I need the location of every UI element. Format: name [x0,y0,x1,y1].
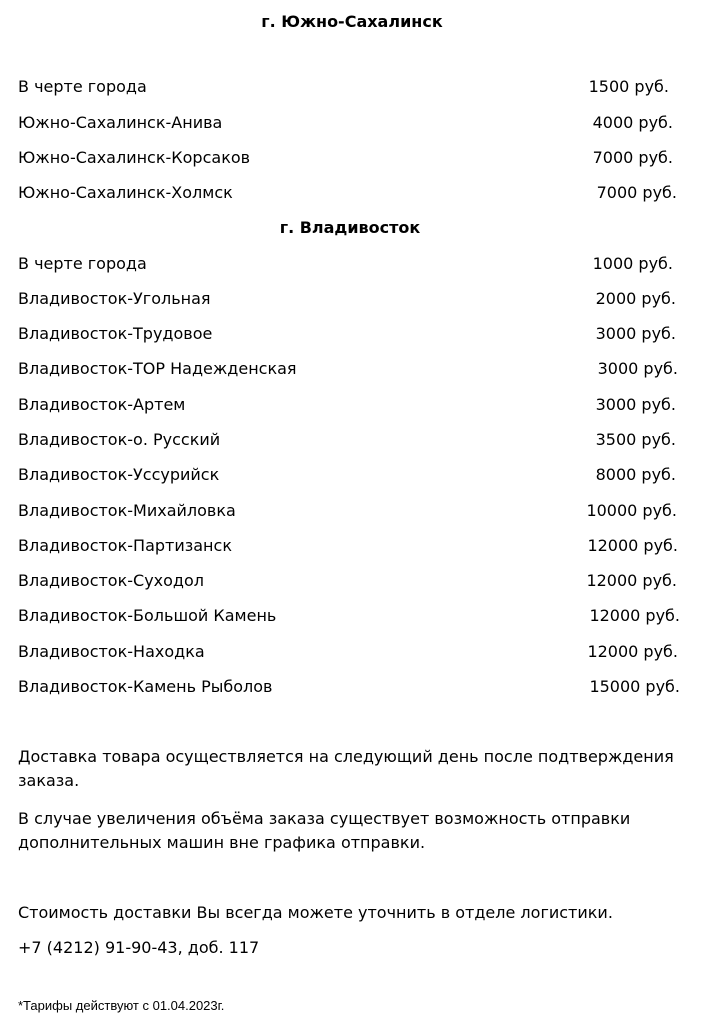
tariff-route: Владивосток-Камень Рыболов [18,677,273,696]
tariff-row [18,429,680,451]
tariff-price: 12000 руб. [586,571,677,590]
tariff-route: Владивосток-Артем [18,395,186,414]
tariff-price: 7000 руб. [592,148,673,167]
heading-sakhalin: г. Южно-Сахалинск [261,12,443,31]
tariff-route: Владивосток-Уссурийск [18,465,220,484]
tariff-route: В черте города [18,77,147,96]
tariff-route: Южно-Сахалинск-Холмск [18,183,233,202]
tariff-row [18,500,680,522]
tariff-price: 12000 руб. [589,606,680,625]
tariff-route: Владивосток-Находка [18,642,205,661]
tariff-route: Владивосток-о. Русский [18,430,221,449]
tariff-price: 12000 руб. [587,642,678,661]
tariff-price: 7000 руб. [596,183,677,202]
tariff-route: Владивосток-Михайловка [18,501,236,520]
tariff-price: 3000 руб. [595,324,676,343]
tariff-row [18,641,680,663]
logistics-contact-note: Стоимость доставки Вы всегда можете уточнить в отделе логистики. [18,903,613,922]
tariff-footnote: *Тарифы действуют с 01.04.2023г. [18,998,225,1013]
tariff-price: 3000 руб. [595,395,676,414]
tariff-row [18,112,680,134]
tariff-row [18,288,680,310]
tariff-price: 1500 руб. [588,77,669,96]
delivery-note-line: Доставка товара осуществляется на следующий день после подтверждения [18,747,674,766]
tariff-row [18,358,680,380]
extra-vehicles-note [18,807,686,855]
tariff-route: Владивосток-Партизанск [18,536,232,555]
tariff-route: Владивосток-Большой Камень [18,606,277,625]
tariff-row [18,147,680,169]
tariff-route: Южно-Сахалинск-Корсаков [18,148,251,167]
delivery-note [18,745,686,793]
extra-vehicles-line: дополнительных машин вне графика отправки. [18,833,426,852]
tariff-price: 15000 руб. [589,677,680,696]
tariff-row [18,323,680,345]
delivery-note-line: заказа. [18,771,80,790]
tariff-route: Южно-Сахалинск-Анива [18,113,223,132]
tariff-row [18,570,680,592]
extra-vehicles-line: В случае увеличения объёма заказа существует возможность отправки [18,809,631,828]
tariff-price: 2000 руб. [595,289,676,308]
tariff-price: 12000 руб. [587,536,678,555]
tariff-price: 3000 руб. [597,359,678,378]
tariff-row [18,605,680,627]
tariff-route: Владивосток-Угольная [18,289,211,308]
tariff-price: 3500 руб. [595,430,676,449]
tariff-row [18,464,680,486]
tariff-row [18,253,680,275]
tariff-row [18,676,680,698]
tariff-row [18,182,680,204]
tariff-row [18,535,680,557]
tariff-route: Владивосток-Суходол [18,571,205,590]
tariff-price: 4000 руб. [592,113,673,132]
tariff-price: 1000 руб. [592,254,673,273]
tariff-row [18,394,680,416]
tariff-route: Владивосток-ТОР Надежденская [18,359,297,378]
tariff-price: 8000 руб. [595,465,676,484]
tariff-price: 10000 руб. [586,501,677,520]
tariff-row [18,76,680,98]
tariff-route: В черте города [18,254,147,273]
tariff-route: Владивосток-Трудовое [18,324,213,343]
heading-vladivostok: г. Владивосток [279,218,421,237]
phone-number: +7 (4212) 91-90-43, доб. 117 [18,938,260,957]
